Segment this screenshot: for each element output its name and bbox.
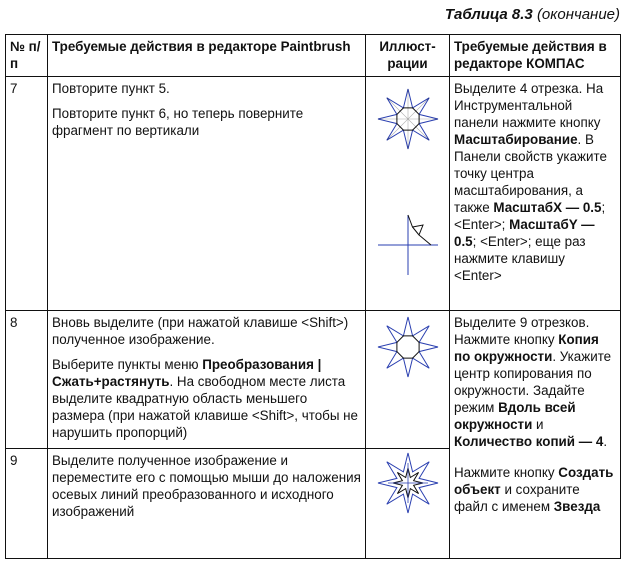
kompas-step [454, 80, 616, 284]
text: . В Панели свойств укажите точку центра масштабирования, а также [454, 132, 607, 215]
axis-lines [378, 215, 438, 275]
kompas-step [454, 314, 616, 450]
bold-term: МасштабY — 0.5 [454, 217, 595, 249]
caption-note: (окончание) [536, 6, 620, 23]
scaled-segments [408, 215, 431, 245]
kompas-cell [450, 311, 621, 559]
illustration-cell [366, 311, 450, 449]
star-figure [378, 317, 438, 377]
bold-term: Вдоль всей окружности [454, 400, 576, 432]
paintbrush-step [52, 356, 361, 441]
text: Выделите 4 отрезка. На Инструментальной панели нажмите кнопку [454, 81, 604, 130]
paintbrush-step: Повторите пункт 6, но теперь поверните фрагмент по вертикали [52, 106, 304, 138]
caption-title: Таблица 8.3 [444, 6, 533, 23]
star-figure [378, 89, 438, 149]
star-figure [378, 453, 438, 513]
star-outline [378, 317, 438, 377]
row-number: 7 [6, 77, 48, 311]
text: . Укажите центр копирования по окружности. Задайте режим [454, 349, 612, 415]
bold-term: Копия по окружности [454, 332, 599, 364]
row-number: 9 [6, 449, 48, 559]
row-number: 8 [6, 311, 48, 449]
axis-lines [388, 463, 428, 503]
kompas-cell [450, 77, 621, 311]
illustration-cell [366, 449, 450, 559]
bold-term: МасштабX — 0.5 [493, 200, 602, 215]
paintbrush-cell [48, 77, 366, 311]
header-num: № п/п [6, 35, 48, 77]
bold-term: Звезда [553, 499, 601, 514]
text: Выделите 9 отрезков. Нажмите кнопку [454, 315, 590, 347]
bold-term: Масштабирование [454, 132, 578, 147]
scaled-segments-figure [378, 215, 438, 275]
table-row [6, 311, 621, 449]
star-inner-octagon [397, 336, 419, 358]
header-kompas: Требуемые действия в редакторе КОМПАС [450, 35, 621, 77]
illustration-star [366, 311, 450, 447]
illustration-nested-star [366, 449, 450, 557]
bold-term: Преобразования | Сжать+растянуть [52, 357, 322, 389]
bold-term: Создать объект [454, 465, 614, 497]
paintbrush-cell [48, 311, 366, 449]
text: . [603, 434, 608, 449]
kompas-step [454, 464, 616, 515]
header-paintbrush: Требуемые действия в редакторе Paintbrush [48, 35, 366, 77]
paintbrush-cell [48, 449, 366, 559]
paintbrush-step: Вновь выделите (при нажатой клавише <Shift>) полученное изображение. [52, 315, 349, 347]
table-caption [445, 6, 620, 23]
instructions-table [5, 34, 621, 559]
text: ; <Enter>; еще раз нажмите клавишу <Enter> [454, 234, 586, 283]
table-row [6, 77, 621, 311]
bold-term: Количество копий — 4 [454, 434, 604, 449]
illustration-cell [366, 77, 450, 311]
header-illustrations: Иллюст-рации [366, 35, 450, 77]
text: ; <Enter>; [454, 200, 606, 232]
text: . На свободном месте листа выделите квадратную область меньшего размера (при нажатой клавише <Shift>, чтобы не нарушить пропорций) [52, 374, 359, 440]
star-rays [378, 89, 438, 149]
illustration-star-and-scaled-segments [366, 77, 450, 309]
paintbrush-step: Выделите полученное изображение и переместите его с помощью мыши до наложения осевых линий преобразованного и исходного изображений [52, 453, 361, 519]
header-row [6, 35, 621, 77]
text: и сохраните файл с именем [454, 482, 580, 514]
paintbrush-step: Повторите пункт 5. [52, 81, 170, 96]
text: Нажмите кнопку [454, 465, 559, 480]
text: Выберите пункты меню [52, 357, 203, 372]
text: и [532, 417, 544, 432]
